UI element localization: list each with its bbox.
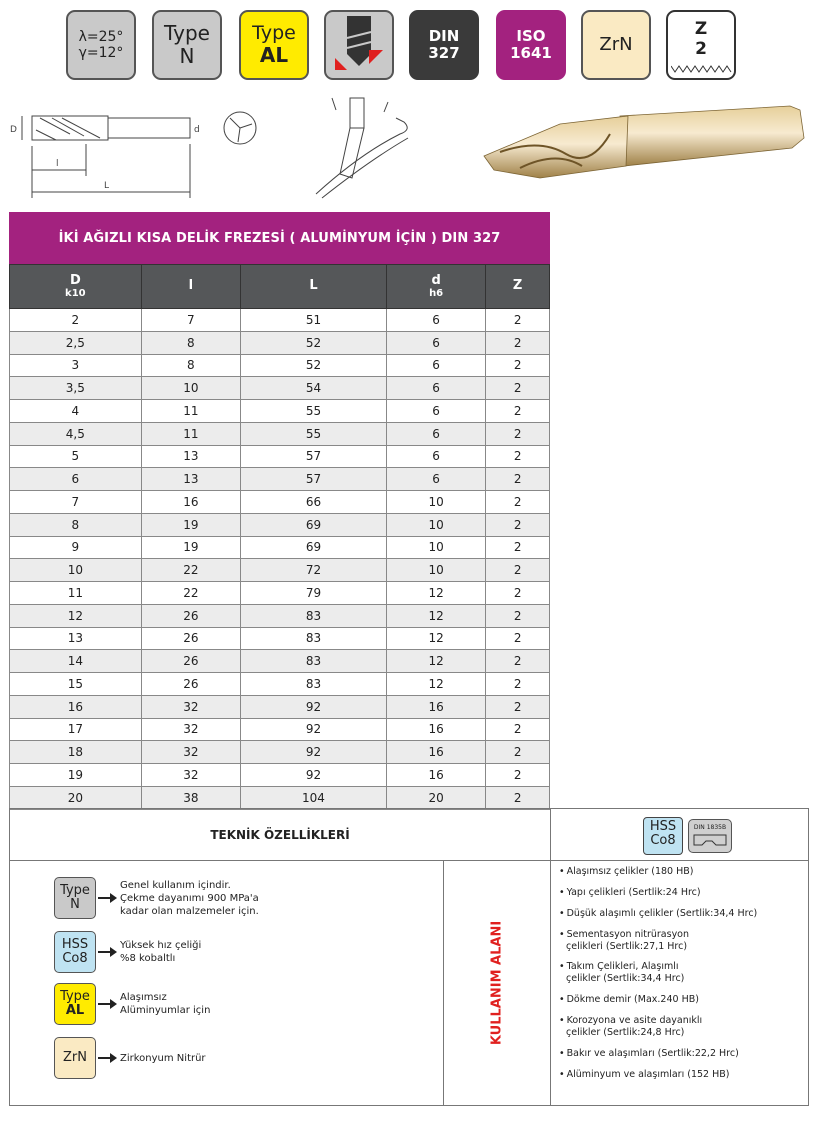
table-cell: 6 bbox=[386, 468, 485, 491]
usage-text: Alaşımsız çelikler (180 HB) bbox=[566, 866, 694, 877]
table-row bbox=[10, 468, 550, 491]
legend-icon-text: HSS bbox=[61, 937, 89, 953]
table-row bbox=[10, 491, 550, 514]
table-cell: 5 bbox=[10, 445, 142, 468]
table-cell: 6 bbox=[386, 309, 485, 332]
table-cell: 104 bbox=[241, 786, 387, 809]
table-cell: 92 bbox=[241, 764, 387, 787]
table-cell: 79 bbox=[241, 582, 387, 605]
table-cell: 12 bbox=[386, 673, 485, 696]
table-cell: 12 bbox=[386, 650, 485, 673]
table-row bbox=[10, 627, 550, 650]
table-cell: 2 bbox=[486, 718, 550, 741]
legend-text bbox=[120, 991, 210, 1017]
table-cell: 2 bbox=[486, 764, 550, 787]
table-cell: 8 bbox=[10, 513, 142, 536]
bullet-icon: • bbox=[559, 961, 565, 973]
z-value: 2 bbox=[695, 39, 707, 59]
table-cell: 13 bbox=[141, 468, 240, 491]
table-row bbox=[10, 331, 550, 354]
technical-icons bbox=[551, 809, 808, 860]
arrow-right-icon bbox=[98, 892, 118, 904]
usage-text: Bakır ve alaşımları (Sertlik:22,2 Hrc) bbox=[566, 1047, 739, 1059]
angle-badge bbox=[66, 10, 136, 80]
table-cell: 2,5 bbox=[10, 331, 142, 354]
table-cell: 55 bbox=[241, 422, 387, 445]
table-cell: 6 bbox=[386, 422, 485, 445]
usage-text: Korozyona ve asite dayanıklı bbox=[566, 1015, 703, 1026]
table-cell: 32 bbox=[141, 695, 240, 718]
table-row bbox=[10, 718, 550, 741]
table-header-row bbox=[10, 265, 550, 309]
table-cell: 6 bbox=[386, 400, 485, 423]
table-row bbox=[10, 695, 550, 718]
usage-text: çelikleri (Sertlik:27,1 Hrc) bbox=[566, 940, 688, 952]
table-row bbox=[10, 741, 550, 764]
usage-title-panel bbox=[444, 860, 551, 1105]
table-cell: 6 bbox=[386, 331, 485, 354]
din-number: 327 bbox=[428, 44, 460, 62]
usage-text: Alüminyum ve alaşımları (152 HB) bbox=[566, 1068, 730, 1080]
table-cell: 10 bbox=[386, 513, 485, 536]
usage-item bbox=[559, 1048, 809, 1060]
table-title: İKİ AĞIZLI KISA DELİK FREZESİ ( ALUMİNYUM İÇİN ) DIN 327 bbox=[9, 212, 550, 264]
table-cell: 2 bbox=[486, 673, 550, 696]
bullet-icon: • bbox=[559, 1047, 565, 1059]
table-cell: 6 bbox=[386, 445, 485, 468]
legend-item bbox=[54, 982, 210, 1026]
end-mill-photo bbox=[484, 106, 804, 178]
drawing-label-L: L bbox=[104, 181, 110, 191]
table-cell: 19 bbox=[141, 536, 240, 559]
column-header-tolerance: h6 bbox=[429, 288, 444, 300]
table-cell: 7 bbox=[141, 309, 240, 332]
iso-number: 1641 bbox=[510, 44, 552, 62]
table-cell: 12 bbox=[386, 604, 485, 627]
table-row bbox=[10, 445, 550, 468]
usage-item bbox=[559, 908, 809, 920]
table-cell: 2 bbox=[486, 559, 550, 582]
table-cell: 2 bbox=[486, 536, 550, 559]
table-cell: 66 bbox=[241, 491, 387, 514]
table-cell: 16 bbox=[386, 741, 485, 764]
table-cell: 14 bbox=[10, 650, 142, 673]
co8-label: Co8 bbox=[650, 833, 676, 849]
table-cell: 26 bbox=[141, 673, 240, 696]
usage-item bbox=[559, 961, 809, 985]
legend-icon-text: Type bbox=[60, 883, 90, 899]
legend-icon-text: ZrN bbox=[63, 1050, 87, 1066]
table-cell: 55 bbox=[241, 400, 387, 423]
table-cell: 7 bbox=[10, 491, 142, 514]
table-cell: 2 bbox=[486, 741, 550, 764]
table-body bbox=[10, 309, 550, 810]
table-cell: 10 bbox=[386, 491, 485, 514]
legend-icon-text: N bbox=[70, 897, 80, 912]
helix-angle: λ=25° bbox=[78, 28, 124, 45]
bullet-icon: • bbox=[559, 994, 565, 1006]
table-cell: 26 bbox=[141, 604, 240, 627]
table-cell: 17 bbox=[10, 718, 142, 741]
table-cell: 4 bbox=[10, 400, 142, 423]
legend-text bbox=[120, 1052, 206, 1065]
table-cell: 16 bbox=[386, 695, 485, 718]
table-cell: 92 bbox=[241, 695, 387, 718]
table-cell: 12 bbox=[10, 604, 142, 627]
table-cell: 13 bbox=[141, 445, 240, 468]
table-row bbox=[10, 650, 550, 673]
end-mill-drawings bbox=[0, 94, 828, 204]
column-header bbox=[386, 265, 485, 309]
table-cell: 2 bbox=[486, 786, 550, 809]
table-row bbox=[10, 764, 550, 787]
plunge-cut-drawing bbox=[316, 98, 408, 198]
table-cell: 92 bbox=[241, 741, 387, 764]
technical-title: TEKNİK ÖZELLİKLERİ bbox=[10, 809, 551, 860]
legend-icon bbox=[54, 983, 96, 1025]
legend-icon bbox=[54, 1037, 96, 1079]
column-header-main: Z bbox=[512, 278, 523, 294]
type-n-label: Type bbox=[164, 21, 210, 45]
legend-text bbox=[120, 939, 201, 965]
column-header bbox=[141, 265, 240, 309]
usage-item bbox=[559, 866, 809, 878]
din-1835b-shank-icon bbox=[688, 819, 732, 853]
hss-label: HSS bbox=[649, 819, 677, 834]
usage-text: Takım Çelikleri, Alaşımlı bbox=[566, 961, 679, 973]
table-cell: 57 bbox=[241, 468, 387, 491]
usage-text: çelikler (Sertlik:34,4 Hrc) bbox=[566, 973, 685, 985]
legend-icon-text: AL bbox=[65, 1003, 85, 1018]
usage-item bbox=[559, 994, 809, 1006]
legend-item bbox=[54, 930, 201, 974]
drawing-label-D: D bbox=[10, 125, 17, 135]
legend-text-line: kadar olan malzemeler için. bbox=[120, 905, 259, 917]
legend-icon-text: Type bbox=[60, 989, 90, 1005]
table-row bbox=[10, 377, 550, 400]
table-cell: 4,5 bbox=[10, 422, 142, 445]
column-header bbox=[486, 265, 550, 309]
rake-angle: γ=12° bbox=[78, 45, 124, 61]
table-cell: 2 bbox=[486, 695, 550, 718]
table-cell: 2 bbox=[486, 377, 550, 400]
type-al-value: AL bbox=[259, 43, 289, 68]
usage-panel bbox=[551, 860, 809, 1105]
table-cell: 52 bbox=[241, 354, 387, 377]
table-cell: 57 bbox=[241, 445, 387, 468]
legend-panel bbox=[10, 860, 444, 1105]
din-label: DIN bbox=[428, 26, 460, 45]
hss-co8-icon bbox=[643, 817, 683, 855]
legend-text-line: Alüminyumlar için bbox=[120, 1005, 211, 1016]
table-cell: 16 bbox=[10, 695, 142, 718]
table-cell: 2 bbox=[486, 627, 550, 650]
column-header bbox=[241, 265, 387, 309]
table-row bbox=[10, 309, 550, 332]
table-row bbox=[10, 354, 550, 377]
table-cell: 6 bbox=[10, 468, 142, 491]
table-cell: 83 bbox=[241, 604, 387, 627]
table-cell: 2 bbox=[486, 309, 550, 332]
table-cell: 11 bbox=[10, 582, 142, 605]
legend-icon bbox=[54, 877, 96, 919]
table-cell: 10 bbox=[386, 559, 485, 582]
drawing-label-l: l bbox=[56, 159, 59, 169]
table-row bbox=[10, 400, 550, 423]
table-cell: 20 bbox=[386, 786, 485, 809]
zrn-label: ZrN bbox=[599, 33, 633, 55]
table-cell: 51 bbox=[241, 309, 387, 332]
arrow-right-icon bbox=[98, 998, 118, 1010]
table-cell: 8 bbox=[141, 354, 240, 377]
drawing-label-d: d bbox=[194, 125, 200, 135]
table-cell: 32 bbox=[141, 718, 240, 741]
table-cell: 69 bbox=[241, 513, 387, 536]
table-cell: 83 bbox=[241, 650, 387, 673]
legend-text-line: %8 kobaltlı bbox=[120, 953, 176, 964]
usage-item bbox=[559, 1069, 809, 1081]
arrow-right-icon bbox=[98, 946, 118, 958]
drawings-area bbox=[0, 94, 828, 204]
legend-text-line: Yüksek hız çeliği bbox=[120, 940, 202, 951]
table-row bbox=[10, 582, 550, 605]
table-cell: 12 bbox=[386, 627, 485, 650]
table-cell: 2 bbox=[486, 491, 550, 514]
bullet-icon: • bbox=[559, 866, 565, 877]
legend-item bbox=[54, 876, 259, 920]
usage-list bbox=[551, 860, 809, 1081]
usage-text: çelikler (Sertlik:24,8 Hrc) bbox=[566, 1026, 685, 1038]
table-cell: 2 bbox=[10, 309, 142, 332]
column-header-main: D bbox=[69, 272, 81, 288]
table-row bbox=[10, 673, 550, 696]
dimension-table bbox=[9, 264, 550, 810]
column-header-tolerance: k10 bbox=[65, 288, 86, 300]
legend-text-line: Zirkonyum Nitrür bbox=[120, 1052, 206, 1064]
type-n-badge bbox=[152, 10, 222, 80]
table-cell: 11 bbox=[141, 400, 240, 423]
table-cell: 13 bbox=[10, 627, 142, 650]
table-cell: 2 bbox=[486, 400, 550, 423]
column-header-main: l bbox=[188, 278, 194, 294]
usage-text: Yapı çelikleri (Sertlik:24 Hrc) bbox=[566, 886, 701, 898]
table-cell: 83 bbox=[241, 627, 387, 650]
column-header-main: d bbox=[431, 272, 441, 288]
bullet-icon: • bbox=[559, 1015, 565, 1026]
bullet-icon: • bbox=[559, 886, 565, 898]
table-cell: 10 bbox=[386, 536, 485, 559]
table-cell: 11 bbox=[141, 422, 240, 445]
legend-icon-text: Co8 bbox=[62, 951, 88, 966]
table-row bbox=[10, 559, 550, 582]
flute-count-badge bbox=[666, 10, 736, 80]
din-badge bbox=[409, 10, 479, 80]
legend-icon bbox=[54, 931, 96, 973]
table-row bbox=[10, 513, 550, 536]
dimension-drawing bbox=[22, 112, 256, 198]
table-cell: 19 bbox=[141, 513, 240, 536]
legend-text-line: Çekme dayanımı 900 MPa'a bbox=[120, 892, 259, 904]
type-n-value: N bbox=[179, 44, 195, 68]
table-cell: 16 bbox=[141, 491, 240, 514]
technical-body bbox=[9, 860, 809, 1106]
table-cell: 3 bbox=[10, 354, 142, 377]
table-cell: 6 bbox=[386, 377, 485, 400]
usage-item bbox=[559, 929, 809, 953]
table-cell: 2 bbox=[486, 650, 550, 673]
table-cell: 54 bbox=[241, 377, 387, 400]
legend-item bbox=[54, 1036, 206, 1080]
usage-text: Sementasyon nitrürasyon bbox=[566, 928, 690, 940]
bullet-icon: • bbox=[559, 907, 565, 919]
table-cell: 2 bbox=[486, 354, 550, 377]
table-cell: 92 bbox=[241, 718, 387, 741]
cutting-direction-icon bbox=[324, 10, 394, 80]
column-header-main: L bbox=[309, 278, 318, 294]
table-cell: 69 bbox=[241, 536, 387, 559]
table-row bbox=[10, 786, 550, 809]
table-cell: 9 bbox=[10, 536, 142, 559]
usage-item bbox=[559, 887, 809, 899]
type-al-label: Type bbox=[252, 21, 296, 44]
table-cell: 2 bbox=[486, 582, 550, 605]
table-cell: 19 bbox=[10, 764, 142, 787]
table-cell: 3,5 bbox=[10, 377, 142, 400]
table-row bbox=[10, 604, 550, 627]
legend-text bbox=[120, 879, 259, 918]
table-cell: 10 bbox=[10, 559, 142, 582]
table-cell: 22 bbox=[141, 582, 240, 605]
bullet-icon: • bbox=[559, 1068, 565, 1080]
table-cell: 6 bbox=[386, 354, 485, 377]
serration-icon bbox=[671, 64, 733, 74]
table-cell: 16 bbox=[386, 718, 485, 741]
table-cell: 26 bbox=[141, 627, 240, 650]
iso-badge bbox=[496, 10, 566, 80]
usage-text: Dökme demir (Max.240 HB) bbox=[566, 994, 699, 1006]
iso-label: ISO bbox=[516, 26, 546, 45]
table-cell: 32 bbox=[141, 741, 240, 764]
table-cell: 2 bbox=[486, 513, 550, 536]
table-cell: 22 bbox=[141, 559, 240, 582]
table-cell: 83 bbox=[241, 673, 387, 696]
table-cell: 2 bbox=[486, 331, 550, 354]
table-cell: 15 bbox=[10, 673, 142, 696]
table-cell: 12 bbox=[386, 582, 485, 605]
technical-header bbox=[9, 808, 809, 861]
table-cell: 52 bbox=[241, 331, 387, 354]
usage-text: Düşük alaşımlı çelikler (Sertlik:34,4 Hrc) bbox=[566, 907, 758, 919]
column-header bbox=[10, 265, 142, 309]
usage-title: KULLANIM ALANI bbox=[489, 920, 505, 1045]
usage-item bbox=[559, 1015, 809, 1039]
table-cell: 38 bbox=[141, 786, 240, 809]
table-cell: 2 bbox=[486, 445, 550, 468]
zrn-badge bbox=[581, 10, 651, 80]
table-cell: 72 bbox=[241, 559, 387, 582]
table-cell: 32 bbox=[141, 764, 240, 787]
table-cell: 20 bbox=[10, 786, 142, 809]
legend-text-line: Genel kullanım içindir. bbox=[120, 879, 231, 891]
table-row bbox=[10, 536, 550, 559]
bullet-icon: • bbox=[559, 928, 565, 940]
type-al-badge bbox=[239, 10, 309, 80]
z-label: Z bbox=[694, 19, 708, 40]
legend-text-line: Alaşımsız bbox=[120, 992, 167, 1003]
table-cell: 8 bbox=[141, 331, 240, 354]
arrow-right-icon bbox=[98, 1052, 118, 1064]
table-row bbox=[10, 422, 550, 445]
din-1835b-label: DIN 1835B bbox=[693, 824, 727, 831]
table-cell: 16 bbox=[386, 764, 485, 787]
table-cell: 2 bbox=[486, 604, 550, 627]
table-cell: 18 bbox=[10, 741, 142, 764]
table-cell: 26 bbox=[141, 650, 240, 673]
table-cell: 10 bbox=[141, 377, 240, 400]
table-cell: 2 bbox=[486, 422, 550, 445]
table-cell: 2 bbox=[486, 468, 550, 491]
